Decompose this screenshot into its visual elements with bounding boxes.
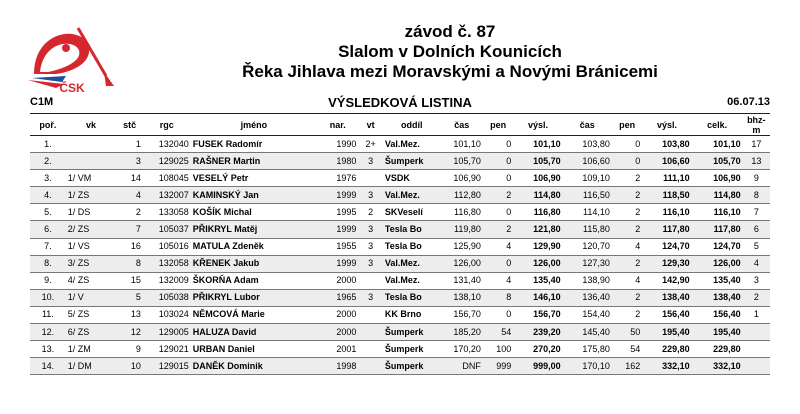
cell-rank: 3. [44,172,52,183]
cell-penalty-1: 4 [506,275,512,286]
cell-penalty-1: 8 [483,289,513,306]
cell-time-1: 156,70 [453,309,481,320]
cell-category-class: 1/ VS [67,241,90,252]
cell-time-2: 127,30 [563,255,612,272]
cell-performance-class: 3 [358,289,382,306]
cell-birth-year: 1965 [317,289,358,306]
cell-performance-class [358,341,382,358]
col-header: výsl. [513,114,562,136]
cell-time-2: 115,80 [563,221,612,238]
cell-club: Šumperk [383,324,441,341]
cell-penalty-2: 54 [630,343,641,354]
cell-points: 13 [743,153,770,170]
cell-result-1: 135,40 [533,275,561,286]
cell-start-number: 9 [135,343,141,354]
cell-penalty-1: 0 [483,153,513,170]
table-row [30,170,770,187]
cell-total: 124,70 [713,241,741,252]
cell-reg-number: 132007 [143,187,191,204]
cell-reg-number: 129015 [143,358,191,375]
cell-time-2: 154,40 [582,309,610,320]
cell-penalty-2: 2 [635,206,641,217]
cell-penalty-2: 2 [612,255,642,272]
cell-result-2: 156,40 [662,309,690,320]
cell-start-number: 1 [135,138,141,149]
cell-club: Šumperk [383,153,441,170]
date: 06.07.13 [727,96,770,108]
cell-performance-class [358,324,382,341]
col-header: výsl. [642,114,691,136]
cell-reg-number: 132009 [158,275,189,286]
cell-club: Tesla Bo [383,289,441,306]
cell-result-2: 195,40 [642,324,691,341]
cell-start-number: 12 [116,324,143,341]
cell-start-number: 15 [130,275,141,286]
col-header: nar. [317,114,358,136]
cell-club: Šumperk [383,358,441,375]
cell-time-2: 175,80 [582,343,610,354]
cell-points: 17 [751,138,762,149]
cell-penalty-2: 0 [612,153,642,170]
cell-start-number: 13 [130,309,141,320]
table-row [30,238,770,255]
cell-penalty-2: 2 [635,172,641,183]
table-row [30,204,770,221]
cell-category-class: 1/ ZS [66,187,117,204]
cell-birth-year: 1999 [317,221,358,238]
cell-birth-year: 1976 [336,172,357,183]
cell-total: 116,10 [713,206,741,217]
cell-result-1: 239,20 [513,324,562,341]
cell-points: 5 [753,241,759,252]
cell-reg-number: 103024 [158,309,189,320]
cell-result-1: 999,00 [513,358,562,375]
cell-time-2: 120,70 [582,241,610,252]
cell-total: 117,80 [692,221,743,238]
cell-result-1: 156,70 [533,309,561,320]
cell-penalty-1: 4 [506,241,512,252]
cell-result-1: 146,10 [513,289,562,306]
cell-time-1: 105,70 [441,153,483,170]
cell-time-2: 103,80 [582,138,610,149]
col-header: rgc [143,114,191,136]
cell-result-2: 103,80 [662,138,690,149]
cell-time-1: 116,80 [454,206,481,217]
cell-time-2: 109,10 [582,172,610,183]
cell-name: PŘIKRYL Matěj [191,221,317,238]
logo-text: ČSK [59,81,85,94]
cell-penalty-2: 4 [635,275,641,286]
cell-result-2: 229,80 [662,343,690,354]
cell-total: 105,70 [692,153,743,170]
cell-performance-class: 2 [368,206,374,217]
cell-reg-number: 132040 [158,138,189,149]
cell-points: 7 [753,206,759,217]
col-header: poř. [30,114,66,136]
cell-name: KŘENEK Jakub [191,255,317,272]
cell-time-1: 106,90 [453,172,481,183]
cell-result-2: 117,80 [642,221,691,238]
cell-penalty-2: 0 [635,138,641,149]
cell-start-number: 4 [116,187,143,204]
header-row [30,114,770,136]
cell-name: URBAN Daniel [192,343,255,354]
cell-name: DANĚK Dominik [191,358,317,375]
cell-club: Tesla Bo [384,241,422,252]
col-header: pen [612,114,642,136]
cell-penalty-2: 2 [612,289,642,306]
table-row [30,358,770,375]
cell-result-2: 118,50 [642,187,691,204]
cell-start-number: 16 [130,241,141,252]
cell-points: 9 [753,172,759,183]
table-row [30,136,770,153]
cell-total: 229,80 [713,343,741,354]
cell-result-2: 124,70 [662,241,690,252]
table-row [30,272,770,289]
cell-category-class: 3/ ZS [66,255,117,272]
cell-result-2: 116,10 [662,206,690,217]
cell-penalty-1: 2 [483,221,513,238]
cell-rank: 7. [44,241,52,252]
cell-result-1: 106,90 [533,172,561,183]
cell-name: VESELÝ Petr [192,172,249,183]
cell-start-number: 3 [116,153,143,170]
cell-category-class: 1/ DM [66,358,117,375]
cell-points: 3 [753,275,759,286]
cell-total: 114,80 [692,187,743,204]
cell-penalty-2: 2 [635,309,641,320]
cell-birth-year: 2000 [336,275,357,286]
cell-performance-class [358,272,382,289]
cell-reg-number: 129021 [158,343,189,354]
cell-rank: 9. [44,275,52,286]
event-title: Slalom v Dolních Kounicích [338,42,562,61]
cell-penalty-2: 2 [612,221,642,238]
cell-result-1: 105,70 [513,153,562,170]
cell-points: 8 [743,187,770,204]
cell-club: Val.Mez. [383,187,441,204]
cell-total: 126,00 [692,255,743,272]
table-row [30,324,770,341]
cell-rank: 10. [30,289,66,306]
cell-reg-number: 129025 [143,153,191,170]
cell-name: NĚMCOVÁ Marie [192,309,265,320]
col-header: čas [441,114,483,136]
cell-time-1: 131,40 [453,275,481,286]
cell-category-class: 1/ VM [67,172,92,183]
cell-total: 101,10 [713,138,741,149]
cell-start-number: 2 [135,206,141,217]
cell-penalty-1: 999 [483,358,513,375]
cell-name: HALUZA David [191,324,317,341]
cell-result-2: 142,90 [662,275,690,286]
cell-rank: 1. [44,138,52,149]
cell-time-1: 119,80 [441,221,483,238]
cell-club: SKVeselí [384,206,423,217]
cell-penalty-2: 162 [612,358,642,375]
cell-category-class: 6/ ZS [66,324,117,341]
cell-name: RAŠNER Martin [191,153,317,170]
cell-name: ŠKORŇA Adam [192,275,259,286]
cell-time-2: 170,10 [563,358,612,375]
cell-category-class: 1/ DS [67,206,91,217]
cell-performance-class [358,170,382,187]
cell-points [743,324,770,341]
cell-time-2: 106,60 [563,153,612,170]
cell-performance-class: 3 [358,153,382,170]
cell-reg-number: 133058 [158,206,189,217]
cell-rank: 13. [41,343,55,354]
cell-time-1: 138,10 [441,289,483,306]
cell-time-2: 114,10 [583,206,610,217]
cell-rank: 2. [30,153,66,170]
cell-performance-class [358,358,382,375]
cell-performance-class: 3 [368,241,374,252]
cell-points [743,358,770,375]
cell-birth-year: 1999 [317,255,358,272]
cell-performance-class: 3 [358,187,382,204]
cell-performance-class: 2+ [365,138,376,149]
cell-birth-year: 1999 [317,187,358,204]
header [150,22,750,82]
cell-birth-year: 1955 [336,241,357,252]
cell-rank: 4. [30,187,66,204]
cell-start-number: 7 [116,221,143,238]
col-header: stč [116,114,143,136]
cell-penalty-2: 50 [612,324,642,341]
cell-points: 4 [743,255,770,272]
cell-birth-year: 2000 [336,309,357,320]
cell-rank: 11. [41,309,54,320]
csk-logo [26,22,118,94]
cell-result-1: 116,80 [533,206,561,217]
cell-birth-year: 2001 [336,343,357,354]
cell-rank: 6. [30,221,66,238]
cell-penalty-1: 54 [483,324,513,341]
cell-time-1: 112,80 [441,187,483,204]
cell-category-class: 5/ ZS [67,309,90,320]
cell-total: 138,40 [692,289,743,306]
cell-penalty-1: 100 [496,343,512,354]
col-header: vk [66,114,117,136]
col-header: vt [358,114,382,136]
cell-rank: 14. [30,358,66,375]
cell-birth-year: 2000 [317,324,358,341]
cell-name: KAMINSKÝ Jan [191,187,317,204]
cell-result-1: 121,80 [513,221,562,238]
cell-club: KK Brno [384,309,422,320]
meta-row [30,96,770,112]
cell-name: KOŠÍK Michal [192,206,252,217]
cell-total: 135,40 [713,275,741,286]
cell-start-number: 8 [116,255,143,272]
cell-reg-number: 105037 [143,221,191,238]
cell-time-2: 145,40 [563,324,612,341]
cell-category-class: 1/ ZM [67,343,91,354]
cell-total: 195,40 [692,324,743,341]
table-row [30,289,770,306]
cell-time-1: 185,20 [441,324,483,341]
cell-penalty-1: 0 [506,138,512,149]
results-table [30,113,770,375]
cell-penalty-1: 0 [506,172,512,183]
cell-reg-number: 108045 [158,172,189,183]
cell-performance-class [358,306,382,323]
cell-birth-year: 1998 [317,358,358,375]
cell-total: 332,10 [692,358,743,375]
cell-penalty-1: 0 [506,309,512,320]
cell-penalty-1: 0 [483,255,513,272]
cell-start-number: 14 [130,172,141,183]
cell-club: VSDK [384,172,410,183]
cell-name: MATULA Zdeněk [192,241,264,252]
cell-category-class: 4/ ZS [67,275,90,286]
table-row [30,341,770,358]
cell-start-number: 10 [116,358,143,375]
cell-points [743,341,770,358]
cell-category-class: 1/ V [66,289,117,306]
cell-birth-year: 1980 [317,153,358,170]
cell-club: Tesla Bo [383,221,441,238]
cell-start-number: 5 [116,289,143,306]
event-location: Řeka Jihlava mezi Moravskými a Novými Bránicemi [242,62,658,81]
cell-reg-number: 129005 [143,324,191,341]
cell-time-1: 170,20 [453,343,481,354]
cell-result-1: 101,10 [533,138,561,149]
cell-category-class [66,136,117,153]
cell-result-1: 129,90 [533,241,561,252]
cell-club: Val.Mez. [384,275,420,286]
col-header: čas [563,114,612,136]
cell-points: 2 [743,289,770,306]
cell-performance-class: 3 [358,255,382,272]
cell-birth-year: 1995 [336,206,357,217]
cell-performance-class: 3 [358,221,382,238]
cell-result-2: 129,30 [642,255,691,272]
cell-time-1: DNF [441,358,483,375]
cell-result-1: 126,00 [513,255,562,272]
sheet-title: VÝSLEDKOVÁ LISTINA [328,95,472,110]
cell-time-2: 116,50 [563,187,612,204]
cell-penalty-1: 2 [483,187,513,204]
cell-name: FUSEK Radomír [192,138,263,149]
cell-club: Šumperk [384,343,424,354]
cell-penalty-2: 4 [635,241,641,252]
col-header: bhz-m [743,114,770,136]
cell-category-class [66,153,117,170]
table-row [30,221,770,238]
cell-name: PŘIKRYL Lubor [191,289,317,306]
cell-total: 156,40 [713,309,741,320]
cell-time-1: 101,10 [453,138,481,149]
race-number: závod č. 87 [404,22,496,41]
cell-result-2: 138,40 [642,289,691,306]
cell-birth-year: 1990 [336,138,357,149]
cell-rank: 5. [44,206,52,217]
cell-points: 1 [753,309,759,320]
cell-time-1: 125,90 [453,241,481,252]
cell-category-class: 2/ ZS [66,221,117,238]
col-header: celk. [692,114,743,136]
cell-club: Val.Mez. [383,255,441,272]
cell-result-1: 270,20 [533,343,561,354]
cell-result-1: 114,80 [513,187,562,204]
cell-total: 106,90 [713,172,741,183]
cell-points: 6 [743,221,770,238]
col-header: oddíl [383,114,441,136]
cell-rank: 12. [30,324,66,341]
table-row [30,306,770,323]
cell-penalty-2: 2 [612,187,642,204]
table-row [30,187,770,204]
cell-time-2: 138,90 [582,275,610,286]
cell-penalty-1: 0 [506,206,512,217]
col-header: jméno [191,114,317,136]
cell-result-2: 111,10 [663,172,690,183]
table-row [30,153,770,170]
cell-result-2: 332,10 [642,358,691,375]
category: C1M [30,96,54,108]
cell-reg-number: 132058 [143,255,191,272]
table-row [30,255,770,272]
cell-rank: 8. [30,255,66,272]
cell-result-2: 106,60 [642,153,691,170]
cell-club: Val.Mez. [384,138,420,149]
cell-time-1: 126,00 [441,255,483,272]
cell-reg-number: 105038 [143,289,191,306]
cell-reg-number: 105016 [158,241,189,252]
col-header: pen [483,114,513,136]
cell-time-2: 136,40 [563,289,612,306]
